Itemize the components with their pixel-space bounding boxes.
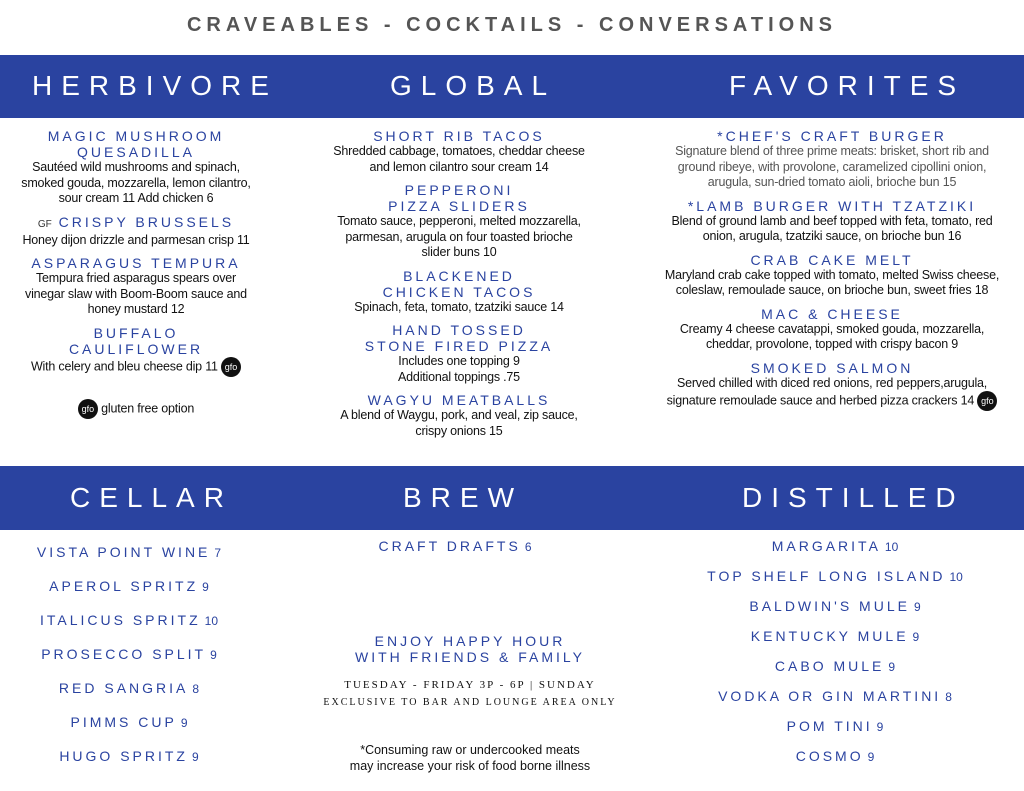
item-name: MAC & CHEESE	[761, 305, 903, 322]
disclaimer	[330, 743, 610, 774]
menu-item	[664, 198, 1000, 245]
drink-price: 9	[202, 580, 209, 594]
item-name: BUFFALO	[93, 324, 179, 341]
menu-item	[330, 182, 588, 261]
drink-item	[690, 628, 980, 658]
drink-item	[14, 748, 244, 782]
gfo-legend	[18, 399, 254, 419]
menu-item	[330, 322, 588, 385]
item-name: STONE FIRED PIZZA	[364, 338, 554, 354]
item-description: Sautéed wild mushrooms and spinach, smoked gouda, mozzarella, lemon cilantro, sour cream 11 Add chicken 6	[21, 160, 251, 205]
drink-item	[690, 658, 980, 688]
drink-item	[690, 718, 980, 748]
drink-price: 9	[191, 750, 199, 764]
section-title-global: GLOBAL	[390, 70, 557, 101]
item-description: Honey dijon drizzle and parmesan crisp 11	[22, 232, 250, 247]
item-name: SMOKED SALMON	[750, 359, 914, 376]
drink-name: VODKA OR GIN MARTINI	[718, 688, 942, 704]
item-description: Tomato sauce, pepperoni, melted mozzarella, parmesan, arugula on four toasted brioche slider buns 10	[337, 214, 581, 259]
menu-item	[330, 128, 588, 175]
item-name: CRAB CAKE MELT	[750, 251, 914, 268]
drink-name: VISTA POINT WINE	[36, 544, 211, 560]
favorites-column	[664, 128, 1000, 418]
item-description: Spinach, feta, tomato, tzatziki sauce 14	[354, 299, 564, 314]
drink-price: 10	[949, 570, 963, 584]
drink-name: ITALICUS SPRITZ	[39, 612, 201, 628]
drink-price: 9	[180, 716, 188, 730]
item-description-row	[18, 357, 254, 377]
gfo-legend-text: gluten free option	[101, 400, 195, 415]
item-description: With celery and bleu cheese dip 11	[30, 358, 218, 373]
menu-item	[664, 252, 1000, 299]
drink-name: MARGARITA	[771, 538, 881, 554]
item-description: Creamy 4 cheese cavatappi, smoked gouda, mozzarella, cheddar, provolone, topped with crispy bacon 9	[679, 321, 985, 351]
drink-name: HUGO SPRITZ	[59, 748, 188, 764]
drink-name: POM TINI	[786, 718, 873, 734]
drink-name: CRAFT DRAFTS	[378, 538, 521, 554]
happy-hour-block	[300, 633, 640, 711]
item-name: SHORT RIB TACOS	[373, 128, 545, 144]
drink-price: 9	[888, 660, 896, 674]
item-description: Blend of ground lamb and beef topped with feta, tomato, red onion, arugula, tzatziki sauce, on brioche bun 16	[671, 213, 993, 243]
drink-item	[690, 598, 980, 628]
gfo-badge-icon: gfo	[221, 357, 241, 377]
item-name: *CHEF'S CRAFT BURGER	[717, 128, 947, 144]
section-title-brew: BREW	[403, 482, 523, 513]
section-title-distilled: DISTILLED	[742, 482, 965, 513]
disclaimer-line: may increase your risk of food borne illness	[349, 758, 591, 773]
drink-price: 9	[913, 600, 921, 614]
item-name: PEPPERONI	[404, 182, 514, 198]
drink-price: 9	[912, 630, 920, 644]
drink-price: 8	[945, 690, 952, 704]
gf-prefix: GF	[37, 218, 52, 230]
drink-name: APEROL SPRITZ	[49, 578, 199, 594]
drink-name: CABO MULE	[774, 658, 885, 674]
happy-hour-days: TUESDAY - FRIDAY 3P - 6P | SUNDAY	[344, 679, 596, 691]
gfo-badge-icon: gfo	[977, 391, 997, 411]
drink-price: 6	[524, 540, 532, 554]
item-description: Tempura fried asparagus spears over vinegar slaw with Boom-Boom sauce and honey mustard 12	[25, 271, 247, 316]
section-title-favorites: FAVORITES	[729, 70, 966, 101]
herbivore-column	[18, 128, 254, 419]
drink-price: 9	[876, 720, 884, 734]
menu-item	[18, 255, 254, 318]
item-name: MAGIC MUSHROOM	[47, 128, 225, 144]
item-description-row	[664, 376, 1000, 412]
menu-item	[330, 392, 588, 439]
drink-item	[14, 680, 244, 714]
drink-price: 9	[867, 750, 875, 764]
item-description: Shredded cabbage, tomatoes, cheddar cheese and lemon cilantro sour cream 14	[333, 144, 585, 174]
menu-item	[18, 214, 254, 249]
drink-name: PROSECCO SPLIT	[41, 646, 207, 662]
menu-item	[664, 128, 1000, 191]
item-description: Signature blend of three prime meats: brisket, short rib and ground ribeye, with provolone, caramelized cipollini onion, arugula, sun-dried tomato aioli, brioche bun 15	[675, 144, 989, 189]
menu-item	[664, 360, 1000, 412]
drink-name: BALDWIN'S MULE	[749, 598, 910, 614]
global-column	[330, 128, 588, 446]
menu-tagline: CRAVEABLES - COCKTAILS - CONVERSATIONS	[186, 14, 837, 36]
cellar-column	[14, 544, 244, 782]
item-name: PIZZA SLIDERS	[388, 198, 530, 214]
happy-hour-note: EXCLUSIVE TO BAR AND LOUNGE AREA ONLY	[323, 697, 617, 708]
section-title-cellar: CELLAR	[70, 482, 233, 513]
drink-price: 10	[204, 614, 218, 628]
distilled-column	[690, 538, 980, 778]
item-name: ASPARAGUS TEMPURA	[31, 255, 241, 271]
drinks-header-band	[0, 466, 1024, 530]
drink-name: COSMO	[795, 748, 864, 764]
drink-name: PIMMS CUP	[70, 714, 177, 730]
brew-column	[330, 538, 580, 556]
drink-item	[14, 578, 244, 612]
item-description: Additional toppings .75	[398, 369, 520, 384]
item-name: QUESADILLA	[77, 144, 195, 160]
happy-hour-title: ENJOY HAPPY HOUR	[374, 633, 566, 649]
drink-name: TOP SHELF LONG ISLAND	[707, 568, 946, 584]
item-name: *LAMB BURGER WITH TZATZIKI	[687, 197, 977, 214]
menu-item	[664, 306, 1000, 353]
drink-price: 7	[214, 546, 222, 560]
item-name: BLACKENED	[403, 267, 515, 284]
item-name: HAND TOSSED	[392, 322, 526, 338]
drink-item	[14, 544, 244, 578]
item-description: A blend of Waygu, pork, and veal, zip sauce, crispy onions 15	[340, 408, 578, 438]
drink-price: 9	[210, 648, 217, 662]
item-description: Maryland crab cake topped with tomato, melted Swiss cheese, coleslaw, remoulade sauce, on brioche bun, sweet fries 18	[664, 267, 1000, 297]
item-name-row	[18, 214, 254, 233]
drink-item	[690, 688, 980, 718]
drink-item	[690, 748, 980, 778]
drink-item	[14, 714, 244, 748]
drink-item	[14, 612, 244, 646]
drink-item	[690, 538, 980, 568]
item-description: Includes one topping 9	[398, 354, 520, 368]
gfo-badge-icon: gfo	[78, 399, 98, 419]
drink-item	[14, 646, 244, 680]
menu-item	[330, 268, 588, 316]
section-title-herbivore: HERBIVORE	[32, 70, 278, 101]
drink-name: KENTUCKY MULE	[750, 628, 909, 644]
menu-item	[18, 128, 254, 207]
disclaimer-line: *Consuming raw or undercooked meats	[360, 743, 580, 757]
drink-price: 8	[192, 682, 200, 696]
item-name: CRISPY BRUSSELS	[58, 213, 235, 230]
item-name: CAULIFLOWER	[68, 340, 204, 357]
drink-name: RED SANGRIA	[58, 680, 189, 696]
item-name: CHICKEN TACOS	[382, 283, 536, 300]
drink-item	[690, 568, 980, 598]
item-name: WAGYU MEATBALLS	[367, 392, 551, 408]
food-header-band	[0, 55, 1024, 118]
menu-item	[18, 325, 254, 377]
drink-price: 10	[884, 540, 899, 554]
happy-hour-subtitle: WITH FRIENDS & FAMILY	[355, 649, 585, 665]
item-description: Served chilled with diced red onions, red peppers,arugula, signature remoulade sauce and herbed pizza crackers 14	[666, 375, 988, 408]
